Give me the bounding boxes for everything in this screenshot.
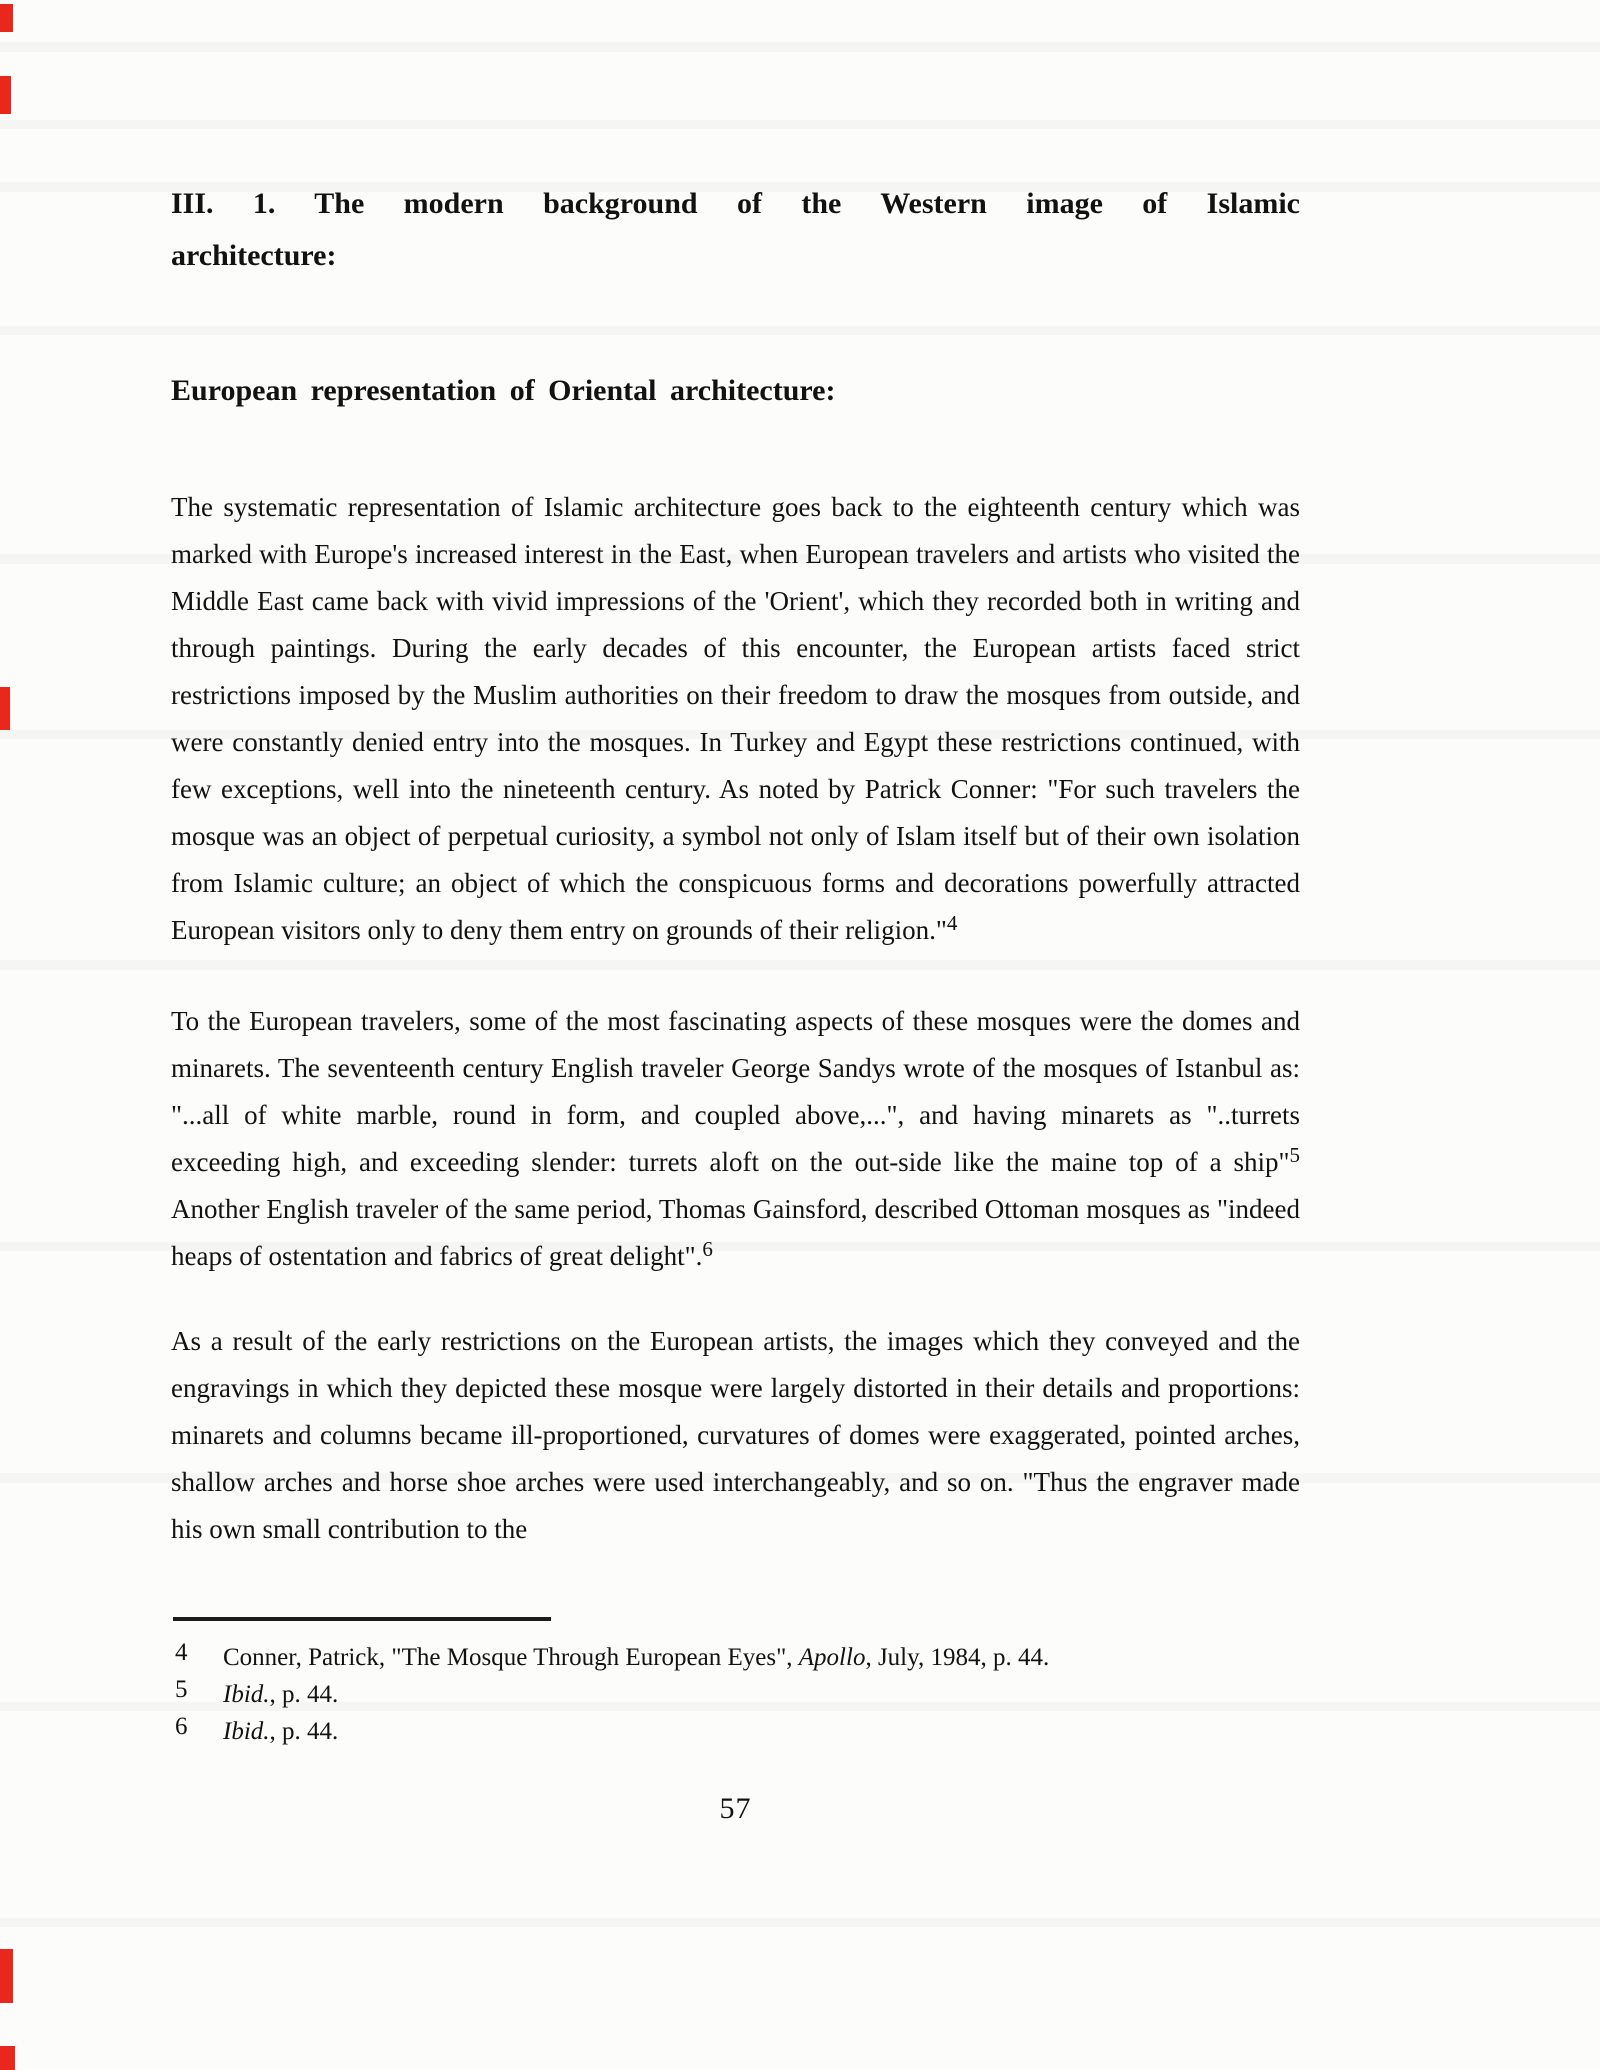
scan-mark-red [0, 2046, 15, 2070]
paragraph-2-text-a: To the European travelers, some of the most fascinating aspects of these mosques were the domes and minarets. The seventeenth century English traveler George Sandys wrote of the mosques of Istanbul as: "...all of white marble, round in form, and coupled above,...", and having minarets as "..turrets exceeding high, and exceeding slender: turrets aloft on the out-side like the maine top of a ship" [171, 1006, 1300, 1177]
footnote-4 [171, 1639, 1300, 1676]
sub-heading: European representation of Oriental architecture: [171, 374, 836, 407]
paragraph-3-text: As a result of the early restrictions on the European artists, the images which they conveyed and the engravings in which they depicted these mosque were largely distorted in their details and proportions: minarets and columns became ill-proportioned, curvatures of domes were exaggerated, pointed arches, shallow arches and horse shoe arches were used interchangeably, and so on. "Thus the engraver made his own small contribution to the [171, 1326, 1300, 1544]
paragraph-2-text-b: Another English traveler of the same period, Thomas Gainsford, described Ottoman mosques as "indeed heaps of ostentation and fabrics of great delight". [171, 1194, 1300, 1271]
footnote-6-number: 6 [175, 1713, 188, 1740]
footnote-divider [173, 1617, 551, 1621]
footnote-ref-5: 5 [1289, 1143, 1300, 1167]
footnote-5-number: 5 [175, 1676, 188, 1703]
footnote-4-text-before: Conner, Patrick, "The Mosque Through European Eyes", [223, 1644, 799, 1671]
paragraph-1-text: The systematic representation of Islamic architecture goes back to the eighteenth century which was marked with Europe's increased interest in the East, when European travelers and artists who visited the Middle East came back with vivid impressions of the 'Orient', which they recorded both in writing and through paintings. During the early decades of this encounter, the European artists faced strict restrictions imposed by the Muslim authorities on their freedom to draw the mosques from outside, and were constantly denied entry into the mosques. In Turkey and Egypt these restrictions continued, with few exceptions, well into the nineteenth century. As noted by Patrick Conner: "For such travelers the mosque was an object of perpetual curiosity, a symbol not only of Islam itself but of their own isolation from Islamic culture; an object of which the conspicuous forms and decorations powerfully attracted European visitors only to deny them entry on grounds of their religion." [171, 492, 1300, 945]
footnote-5-text [223, 1681, 338, 1708]
footnote-5-text-after: , p. 44. [269, 1681, 339, 1708]
footnote-ref-4: 4 [946, 911, 958, 935]
footnote-6 [171, 1713, 1300, 1750]
section-heading-line1: III. 1. The modern background of the Western image of Islamic [171, 187, 1300, 220]
scan-streak [0, 1918, 1600, 1927]
footnote-ref-6: 6 [702, 1237, 713, 1261]
footnote-5-italic: Ibid. [223, 1681, 270, 1708]
footnote-6-text-after: , p. 44. [269, 1718, 339, 1745]
body-paragraph-1 [171, 484, 1300, 954]
section-heading [171, 178, 1300, 282]
page-number: 57 [719, 1792, 752, 1825]
body-paragraph-2 [171, 998, 1300, 1280]
footnote-6-italic: Ibid. [223, 1718, 270, 1745]
scan-mark-red [0, 4, 13, 32]
footnote-4-italic: Apollo [798, 1644, 866, 1671]
text-block [171, 0, 1300, 1826]
footnotes-section [171, 1639, 1300, 1750]
footnote-4-number: 4 [175, 1639, 188, 1666]
scan-mark-red [0, 76, 11, 114]
scan-mark-red [0, 1949, 13, 2003]
scan-mark-red [0, 687, 10, 730]
body-paragraph-3 [171, 1318, 1300, 1553]
footnote-6-text [223, 1718, 338, 1745]
footnote-5 [171, 1676, 1300, 1713]
footnote-4-text [223, 1644, 1049, 1671]
section-heading-line2: architecture: [171, 239, 337, 272]
footnote-4-text-after: , July, 1984, p. 44. [865, 1644, 1050, 1671]
